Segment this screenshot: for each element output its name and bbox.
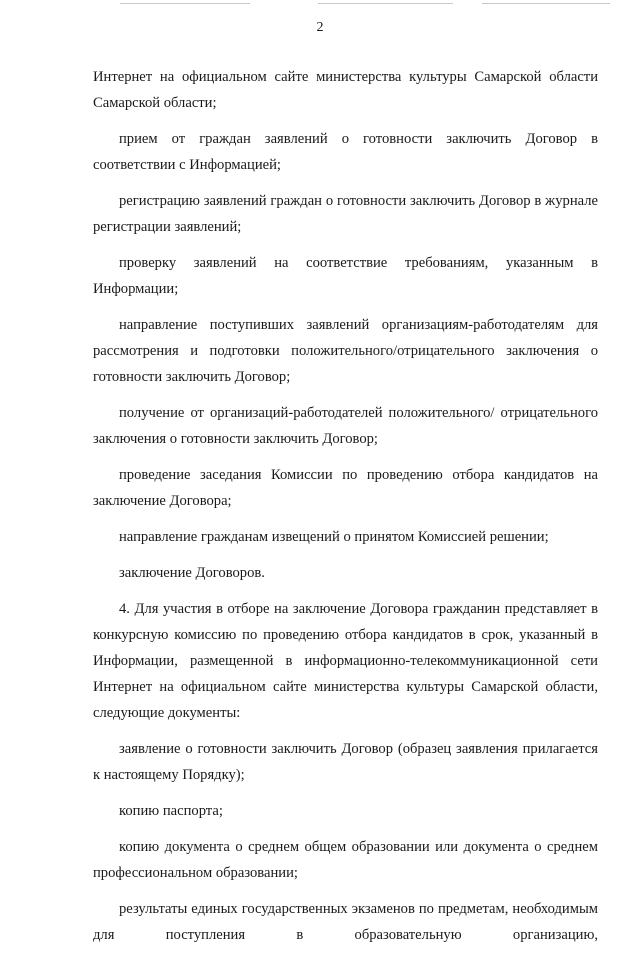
paragraph: 4. Для участия в отборе на заключение Договора гражданин представляет в конкурсную комиссию по проведению отбора кандидатов в срок, указанный в Информации, размещенной в информационно-телекоммуникационной сети Интернет на официальном сайте министерства культуры Самарской области, следующие документы:	[93, 601, 598, 721]
paragraph: заявление о готовности заключить Договор (образец заявления прилагается к настоящему Порядку);	[93, 741, 598, 783]
paragraph: направление поступивших заявлений организациям-работодателям для рассмотрения и подготовки положительного/отрицательного заключения о готовности заключить Договор;	[93, 317, 598, 385]
paragraph: Интернет на официальном сайте министерства культуры Самарской области Самарской области;	[93, 69, 598, 111]
paragraph: регистрацию заявлений граждан о готовности заключить Договор в журнале регистрации заявлений;	[93, 193, 598, 235]
top-rule-right	[482, 3, 610, 4]
paragraph: направление гражданам извещений о принятом Комиссией решении;	[119, 529, 549, 545]
top-rule-center	[318, 3, 453, 4]
paragraph: результаты единых государственных экзаменов по предметам, необходимым для поступления в образовательную организацию,	[93, 901, 598, 943]
page-number: 2	[316, 20, 324, 35]
paragraph: проверку заявлений на соответствие требованиям, указанным в Информации;	[93, 255, 598, 297]
top-rule-left	[120, 3, 250, 4]
paragraph: заключение Договоров.	[119, 565, 265, 581]
paragraph: проведение заседания Комиссии по проведению отбора кандидатов на заключение Договора;	[93, 467, 598, 509]
paragraph: копию паспорта;	[119, 803, 223, 819]
paragraph: получение от организаций-работодателей положительного/ отрицательного заключения о готовности заключить Договор;	[93, 405, 598, 447]
paragraph: копию документа о среднем общем образовании или документа о среднем профессиональном образовании;	[93, 839, 598, 881]
page-body	[93, 64, 598, 958]
paragraph: прием от граждан заявлений о готовности заключить Договор в соответствии с Информацией;	[93, 131, 598, 173]
